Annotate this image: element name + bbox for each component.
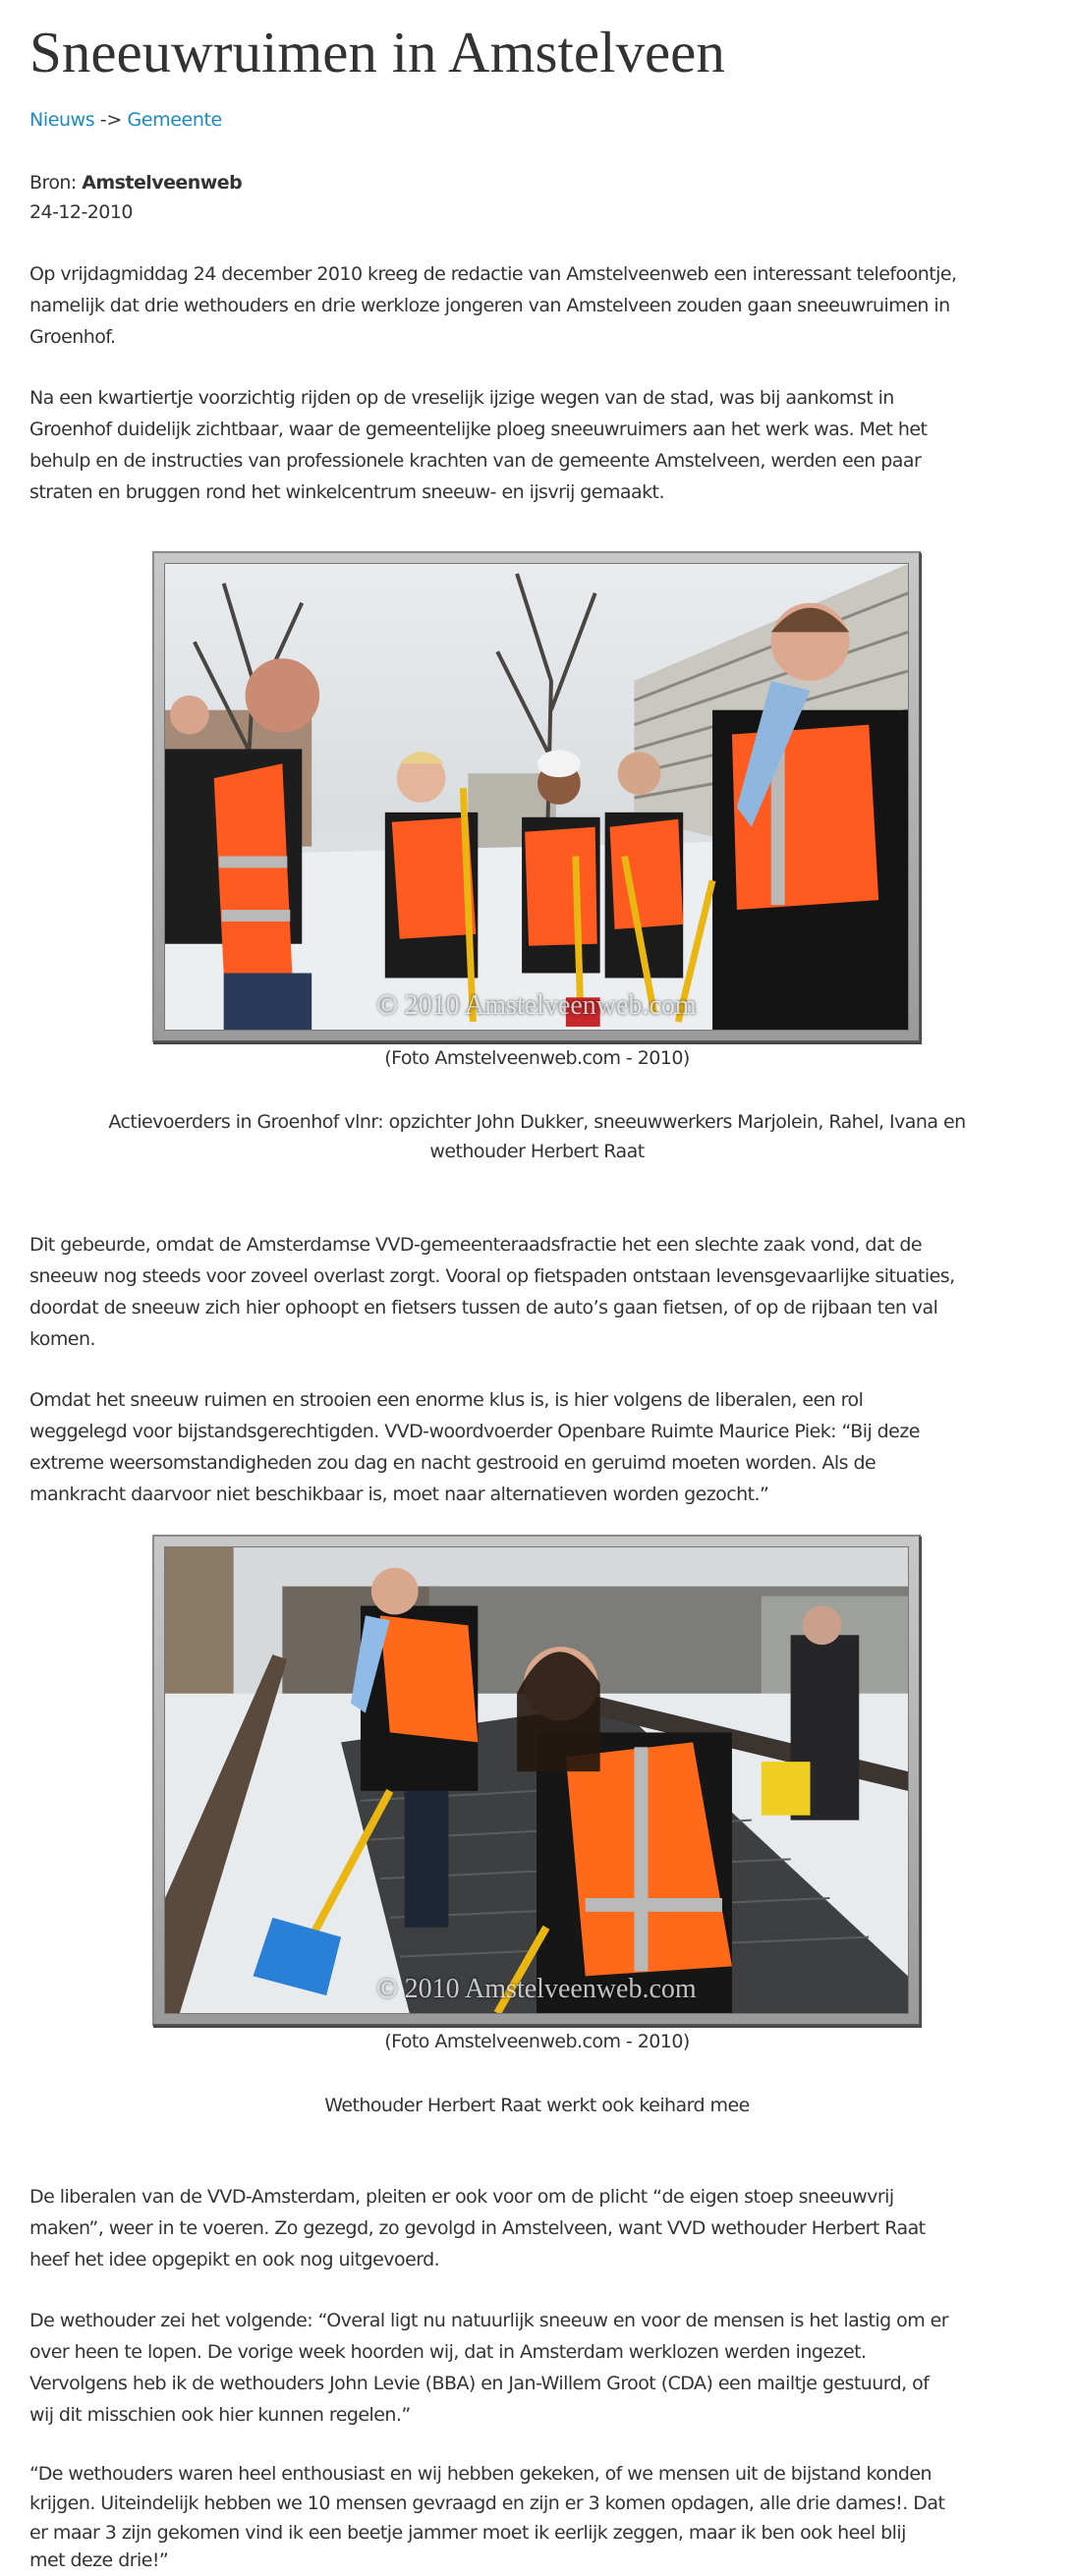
paragraph-line: straten en bruggen rond het winkelcentrum sneeuw- en ijsvrij gemaakt. [29, 481, 664, 503]
photo-credit-2: (Foto Amstelveenweb.com - 2010) [384, 2031, 690, 2052]
photo-image-1 [165, 564, 908, 1030]
paragraph-line: Na een kwartiertje voorzichtig rijden op de vreselijk ijzige wegen van de stad, was bij aankomst in [29, 387, 894, 409]
paragraph-line: krijgen. Uiteindelijk hebben we 10 mensen gevraagd en zijn er 3 komen opdagen, alle drie dames!. Dat [29, 2492, 945, 2514]
photo-caption-1-line-2: wethouder Herbert Raat [429, 1141, 645, 1162]
paragraph-line: heef het idee opgepikt en ook nog uitgevoerd. [29, 2249, 440, 2270]
paragraph-line: doordat de sneeuw zich hier ophoopt en fietsers tussen de auto’s gaan fietsen, of op de rijbaan ten val [29, 1297, 938, 1318]
paragraph-line: “De wethouders waren heel enthousiast en wij hebben gekeken, of we mensen uit de bijstand konden [29, 2463, 932, 2485]
photo-snow-volunteers [164, 563, 909, 1031]
paragraph-line: er maar 3 zijn gekomen vind ik een beetje jammer moet ik eerlijk zeggen, maar ik ben ook heel blij [29, 2522, 906, 2544]
source-name: Amstelveenweb [82, 172, 243, 194]
paragraph-line: over heen te lopen. De vorige week hoorden wij, dat in Amsterdam werklozen werden ingezet. [29, 2341, 867, 2363]
paragraph-line: weggelegd voor bijstandsgerechtigden. VVD-woordvoerder Openbare Ruimte Maurice Piek: “Bij deze [29, 1421, 920, 1442]
photo-alderman-shoveling [164, 1546, 909, 2014]
photo-image-2 [165, 1547, 908, 2013]
paragraph-line: met deze drie!” [29, 2549, 169, 2571]
paragraph-line: De liberalen van de VVD-Amsterdam, pleiten er ook voor om de plicht “de eigen stoep sneeuwvrij [29, 2186, 894, 2208]
photo-caption-2: Wethouder Herbert Raat werkt ook keihard mee [324, 2095, 750, 2116]
photo-watermark: © 2010 Amstelveenweb.com [376, 1974, 697, 2004]
paragraph-line: sneeuw nog steeds voor zoveel overlast zorgt. Vooral op fietspaden ontstaan levensgevaarlijke situaties, [29, 1265, 955, 1287]
source-label: Bron: [29, 172, 77, 194]
breadcrumb [29, 106, 222, 134]
paragraph-line: komen. [29, 1328, 95, 1350]
paragraph-line: namelijk dat drie wethouders en drie werkloze jongeren van Amstelveen zouden gaan sneeuwruimen in [29, 295, 950, 316]
paragraph-line: Vervolgens heb ik de wethouders John Levie (BBA) en Jan-Willem Groot (CDA) een mailtje gestuurd, of [29, 2373, 930, 2394]
breadcrumb-link-nieuws[interactable]: Nieuws [29, 109, 95, 131]
photo-frame-2 [152, 1535, 921, 2026]
paragraph-line: Groenhof duidelijk zichtbaar, waar de gemeentelijke ploeg sneeuwruimers aan het werk was. Met het [29, 419, 928, 440]
paragraph-line: behulp en de instructies van professionele krachten van de gemeente Amstelveen, werden een paar [29, 450, 922, 472]
paragraph-line: Omdat het sneeuw ruimen en strooien een enorme klus is, is hier volgens de liberalen, een rol [29, 1389, 864, 1411]
source-line [29, 167, 242, 198]
photo-watermark: © 2010 Amstelveenweb.com [376, 990, 697, 1021]
breadcrumb-separator: -> [99, 109, 122, 131]
paragraph-line: extreme weersomstandigheden zou dag en nacht gestrooid en geruimd moeten worden. Als de [29, 1452, 876, 1474]
page-title: Sneeuwruimen in Amstelveen [29, 20, 725, 84]
article-date: 24-12-2010 [29, 201, 133, 223]
paragraph-line: maken”, weer in te voeren. Zo gezegd, zo gevolgd in Amstelveen, want VVD wethouder Herbert Raat [29, 2217, 926, 2239]
paragraph-line: Op vrijdagmiddag 24 december 2010 kreeg de redactie van Amstelveenweb een interessant telefoontje, [29, 263, 957, 285]
paragraph-line: Groenhof. [29, 326, 116, 348]
photo-caption-1: Actievoerders in Groenhof vlnr: opzichter John Dukker, sneeuwwerkers Marjolein, Rahel, Ivana en [108, 1111, 966, 1133]
paragraph-line: mankracht daarvoor niet beschikbaar is, moet naar alternatieven worden gezocht.” [29, 1484, 769, 1505]
photo-frame-1 [152, 551, 921, 1042]
paragraph-line: De wethouder zei het volgende: “Overal ligt nu natuurlijk sneeuw en voor de mensen is het lastig om er [29, 2310, 949, 2331]
breadcrumb-link-gemeente[interactable]: Gemeente [127, 109, 222, 131]
paragraph-line: Dit gebeurde, omdat de Amsterdamse VVD-gemeenteraadsfractie het een slechte zaak vond, dat de [29, 1234, 922, 1256]
paragraph-line: wij dit misschien ook hier kunnen regelen.” [29, 2404, 411, 2426]
photo-credit-1: (Foto Amstelveenweb.com - 2010) [384, 1047, 690, 1069]
